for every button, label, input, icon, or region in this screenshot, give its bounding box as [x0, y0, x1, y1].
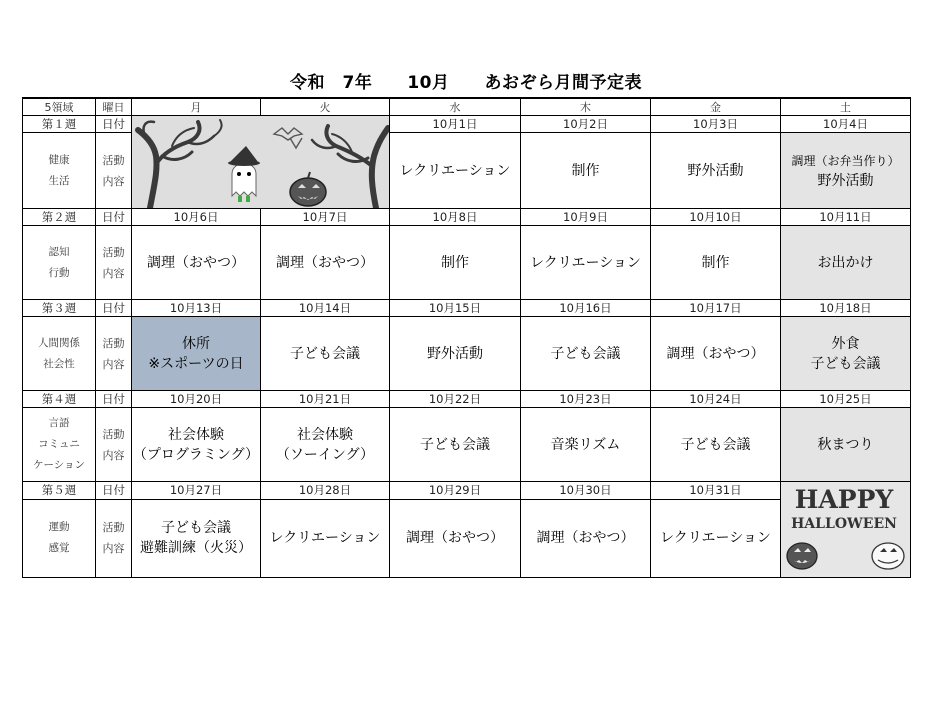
activity-cell	[651, 317, 781, 391]
date-cell: 10月13日	[132, 300, 261, 317]
schedule-table	[22, 97, 911, 578]
date-label: 日付	[96, 116, 132, 133]
week-label: 第５週	[23, 482, 96, 500]
domain-label: 感覚	[48, 542, 70, 555]
activity-text: 調理（おやつ）	[276, 254, 374, 271]
activity-text: 制作	[701, 254, 730, 271]
domain-label: 言語	[48, 417, 70, 429]
date-row	[23, 209, 911, 226]
date-cell: 10月22日	[390, 391, 521, 408]
date-cell: 10月20日	[132, 391, 261, 408]
domain-cell	[23, 226, 96, 300]
date-cell: 10月14日	[261, 300, 390, 317]
activity-text: 音楽リズム	[550, 436, 621, 453]
date-cell: 10月3日	[651, 116, 781, 133]
date-cell: 10月1日	[390, 116, 521, 133]
activity-text: 子ども会議	[290, 345, 360, 362]
domain-label: 運動	[48, 521, 70, 534]
activity-text: ※スポーツの日	[148, 355, 244, 372]
header-label: 曜日	[96, 98, 132, 116]
date-cell: 10月16日	[521, 300, 651, 317]
activity-cell	[261, 499, 390, 577]
domain-label: 健康	[48, 153, 70, 166]
activity-cell	[651, 408, 781, 482]
activity-cell	[521, 226, 651, 300]
domain-label: 行動	[48, 266, 70, 279]
domain-cell	[23, 133, 96, 209]
activity-cell	[521, 317, 651, 391]
activity-label: 活動	[102, 521, 125, 535]
week-label: 第４週	[23, 391, 96, 408]
date-label: 日付	[96, 209, 132, 226]
activity-row	[23, 317, 911, 391]
week-label: 第２週	[23, 209, 96, 226]
activity-text: 子ども会議	[420, 436, 490, 453]
date-cell: 10月18日	[781, 300, 911, 317]
date-cell: 10月21日	[261, 391, 390, 408]
activity-text: 制作	[571, 162, 600, 179]
domain-label: 人間関係	[38, 336, 80, 349]
activity-text: 秋まつり	[817, 436, 874, 453]
activity-text: 野外活動	[817, 172, 874, 189]
activity-text: 野外活動	[687, 162, 744, 179]
activity-label-cell	[96, 133, 132, 209]
domain-cell	[23, 317, 96, 391]
halloween-title-text: HALLOWEEN	[790, 516, 897, 532]
activity-text: 調理（お弁当作り）	[791, 153, 900, 168]
header-row	[23, 98, 911, 116]
header-day: 火	[261, 98, 390, 116]
activity-text: 調理（おやつ）	[147, 254, 245, 271]
activity-label: 活動	[102, 245, 125, 259]
date-cell: 10月7日	[261, 209, 390, 226]
date-cell: 10月25日	[781, 391, 911, 408]
activity-text: 子ども会議	[680, 436, 751, 453]
activity-cell	[521, 133, 651, 209]
activity-text: レクリエーション	[269, 530, 381, 547]
activity-cell	[781, 317, 911, 391]
domain-label: 生活	[48, 174, 70, 187]
date-cell: 10月28日	[261, 482, 390, 500]
activity-text: 制作	[441, 254, 469, 271]
date-row	[23, 482, 911, 500]
domain-cell	[23, 499, 96, 577]
activity-cell	[521, 499, 651, 577]
date-cell: 10月11日	[781, 209, 911, 226]
activity-cell	[132, 408, 261, 482]
activity-label-cell	[96, 499, 132, 577]
activity-label: 内容	[102, 448, 125, 462]
domain-label: コミュニ	[38, 438, 80, 450]
header-day: 金	[651, 98, 781, 116]
date-cell: 10月23日	[521, 391, 651, 408]
activity-cell	[651, 133, 781, 209]
date-cell: 10月2日	[521, 116, 651, 133]
activity-cell	[261, 317, 390, 391]
header-day: 木	[521, 98, 651, 116]
domain-label: 社会性	[43, 357, 75, 370]
week-label: 第３週	[23, 300, 96, 317]
activity-text: レクリエーション	[660, 530, 771, 547]
activity-label: 活動	[102, 153, 125, 167]
date-cell: 10月24日	[651, 391, 781, 408]
activity-text: レクリエーション	[399, 162, 511, 179]
activity-cell	[261, 226, 390, 300]
activity-cell	[132, 226, 261, 300]
domain-cell	[23, 408, 96, 482]
date-cell: 10月30日	[521, 482, 651, 500]
activity-label: 内容	[102, 174, 125, 188]
activity-text: 避難訓練（火災）	[140, 540, 252, 557]
halloween-happy-text: HAPPY	[794, 485, 893, 514]
date-cell: 10月29日	[390, 482, 521, 500]
happy-halloween-illustration	[781, 482, 911, 578]
activity-cell	[521, 408, 651, 482]
date-row	[23, 300, 911, 317]
date-cell: 10月10日	[651, 209, 781, 226]
activity-cell	[132, 499, 261, 577]
activity-cell	[390, 499, 521, 577]
activity-cell	[781, 408, 911, 482]
activity-text: 外食	[831, 335, 860, 352]
date-cell: 10月4日	[781, 116, 911, 133]
activity-cell	[390, 226, 521, 300]
activity-cell	[781, 133, 911, 209]
activity-text: 社会体験	[297, 426, 353, 443]
activity-text: 子ども会議	[550, 345, 621, 362]
activity-text: お出かけ	[817, 254, 874, 271]
activity-label-cell	[96, 226, 132, 300]
activity-row	[23, 226, 911, 300]
date-cell: 10月31日	[651, 482, 781, 500]
activity-cell	[390, 317, 521, 391]
activity-text: 社会体験	[168, 426, 224, 443]
header-day: 水	[390, 98, 521, 116]
activity-row	[23, 408, 911, 482]
activity-label: 内容	[102, 357, 125, 371]
activity-text: 調理（おやつ）	[666, 345, 765, 362]
activity-cell	[651, 226, 781, 300]
date-cell: 10月6日	[132, 209, 261, 226]
date-cell: 10月27日	[132, 482, 261, 500]
header-day: 月	[132, 98, 261, 116]
date-row	[23, 391, 911, 408]
date-cell: 10月17日	[651, 300, 781, 317]
activity-text: レクリエーション	[530, 254, 641, 271]
activity-cell	[390, 408, 521, 482]
activity-cell	[261, 408, 390, 482]
activity-label: 活動	[102, 427, 125, 441]
activity-text: （プログラミング）	[132, 446, 260, 463]
activity-cell	[781, 226, 911, 300]
activity-label: 活動	[102, 336, 125, 350]
activity-text: 子ども会議	[161, 520, 231, 537]
activity-label-cell	[96, 317, 132, 391]
jack-o-lantern-icon	[872, 543, 904, 569]
domain-label: 認知	[48, 245, 70, 258]
activity-text: 子ども会議	[810, 355, 881, 372]
activity-label: 内容	[102, 542, 125, 556]
activity-label-cell	[96, 408, 132, 482]
date-cell: 10月15日	[390, 300, 521, 317]
header-day: 土	[781, 98, 911, 116]
date-cell: 10月8日	[390, 209, 521, 226]
date-label: 日付	[96, 482, 132, 500]
domain-label: ケーション	[32, 459, 86, 471]
activity-label: 内容	[102, 266, 125, 280]
activity-cell	[651, 499, 781, 577]
jack-o-lantern-icon	[787, 543, 817, 569]
date-row	[23, 116, 911, 133]
activity-cell	[132, 317, 261, 391]
activity-row	[23, 499, 911, 577]
activity-text: 調理（おやつ）	[406, 530, 504, 547]
date-label: 日付	[96, 391, 132, 408]
activity-cell	[390, 133, 521, 209]
activity-text: 休所	[182, 335, 210, 352]
activity-text: 調理（おやつ）	[536, 530, 635, 547]
page-title: 令和 7年 10月 あおぞら月間予定表	[290, 73, 642, 93]
date-label: 日付	[96, 300, 132, 317]
halloween-tree-illustration	[132, 116, 390, 209]
week-label: 第１週	[23, 116, 96, 133]
header-domain: 5領域	[23, 98, 96, 116]
activity-text: 野外活動	[427, 345, 483, 362]
activity-text: （ソーイング）	[275, 446, 375, 463]
date-cell: 10月9日	[521, 209, 651, 226]
